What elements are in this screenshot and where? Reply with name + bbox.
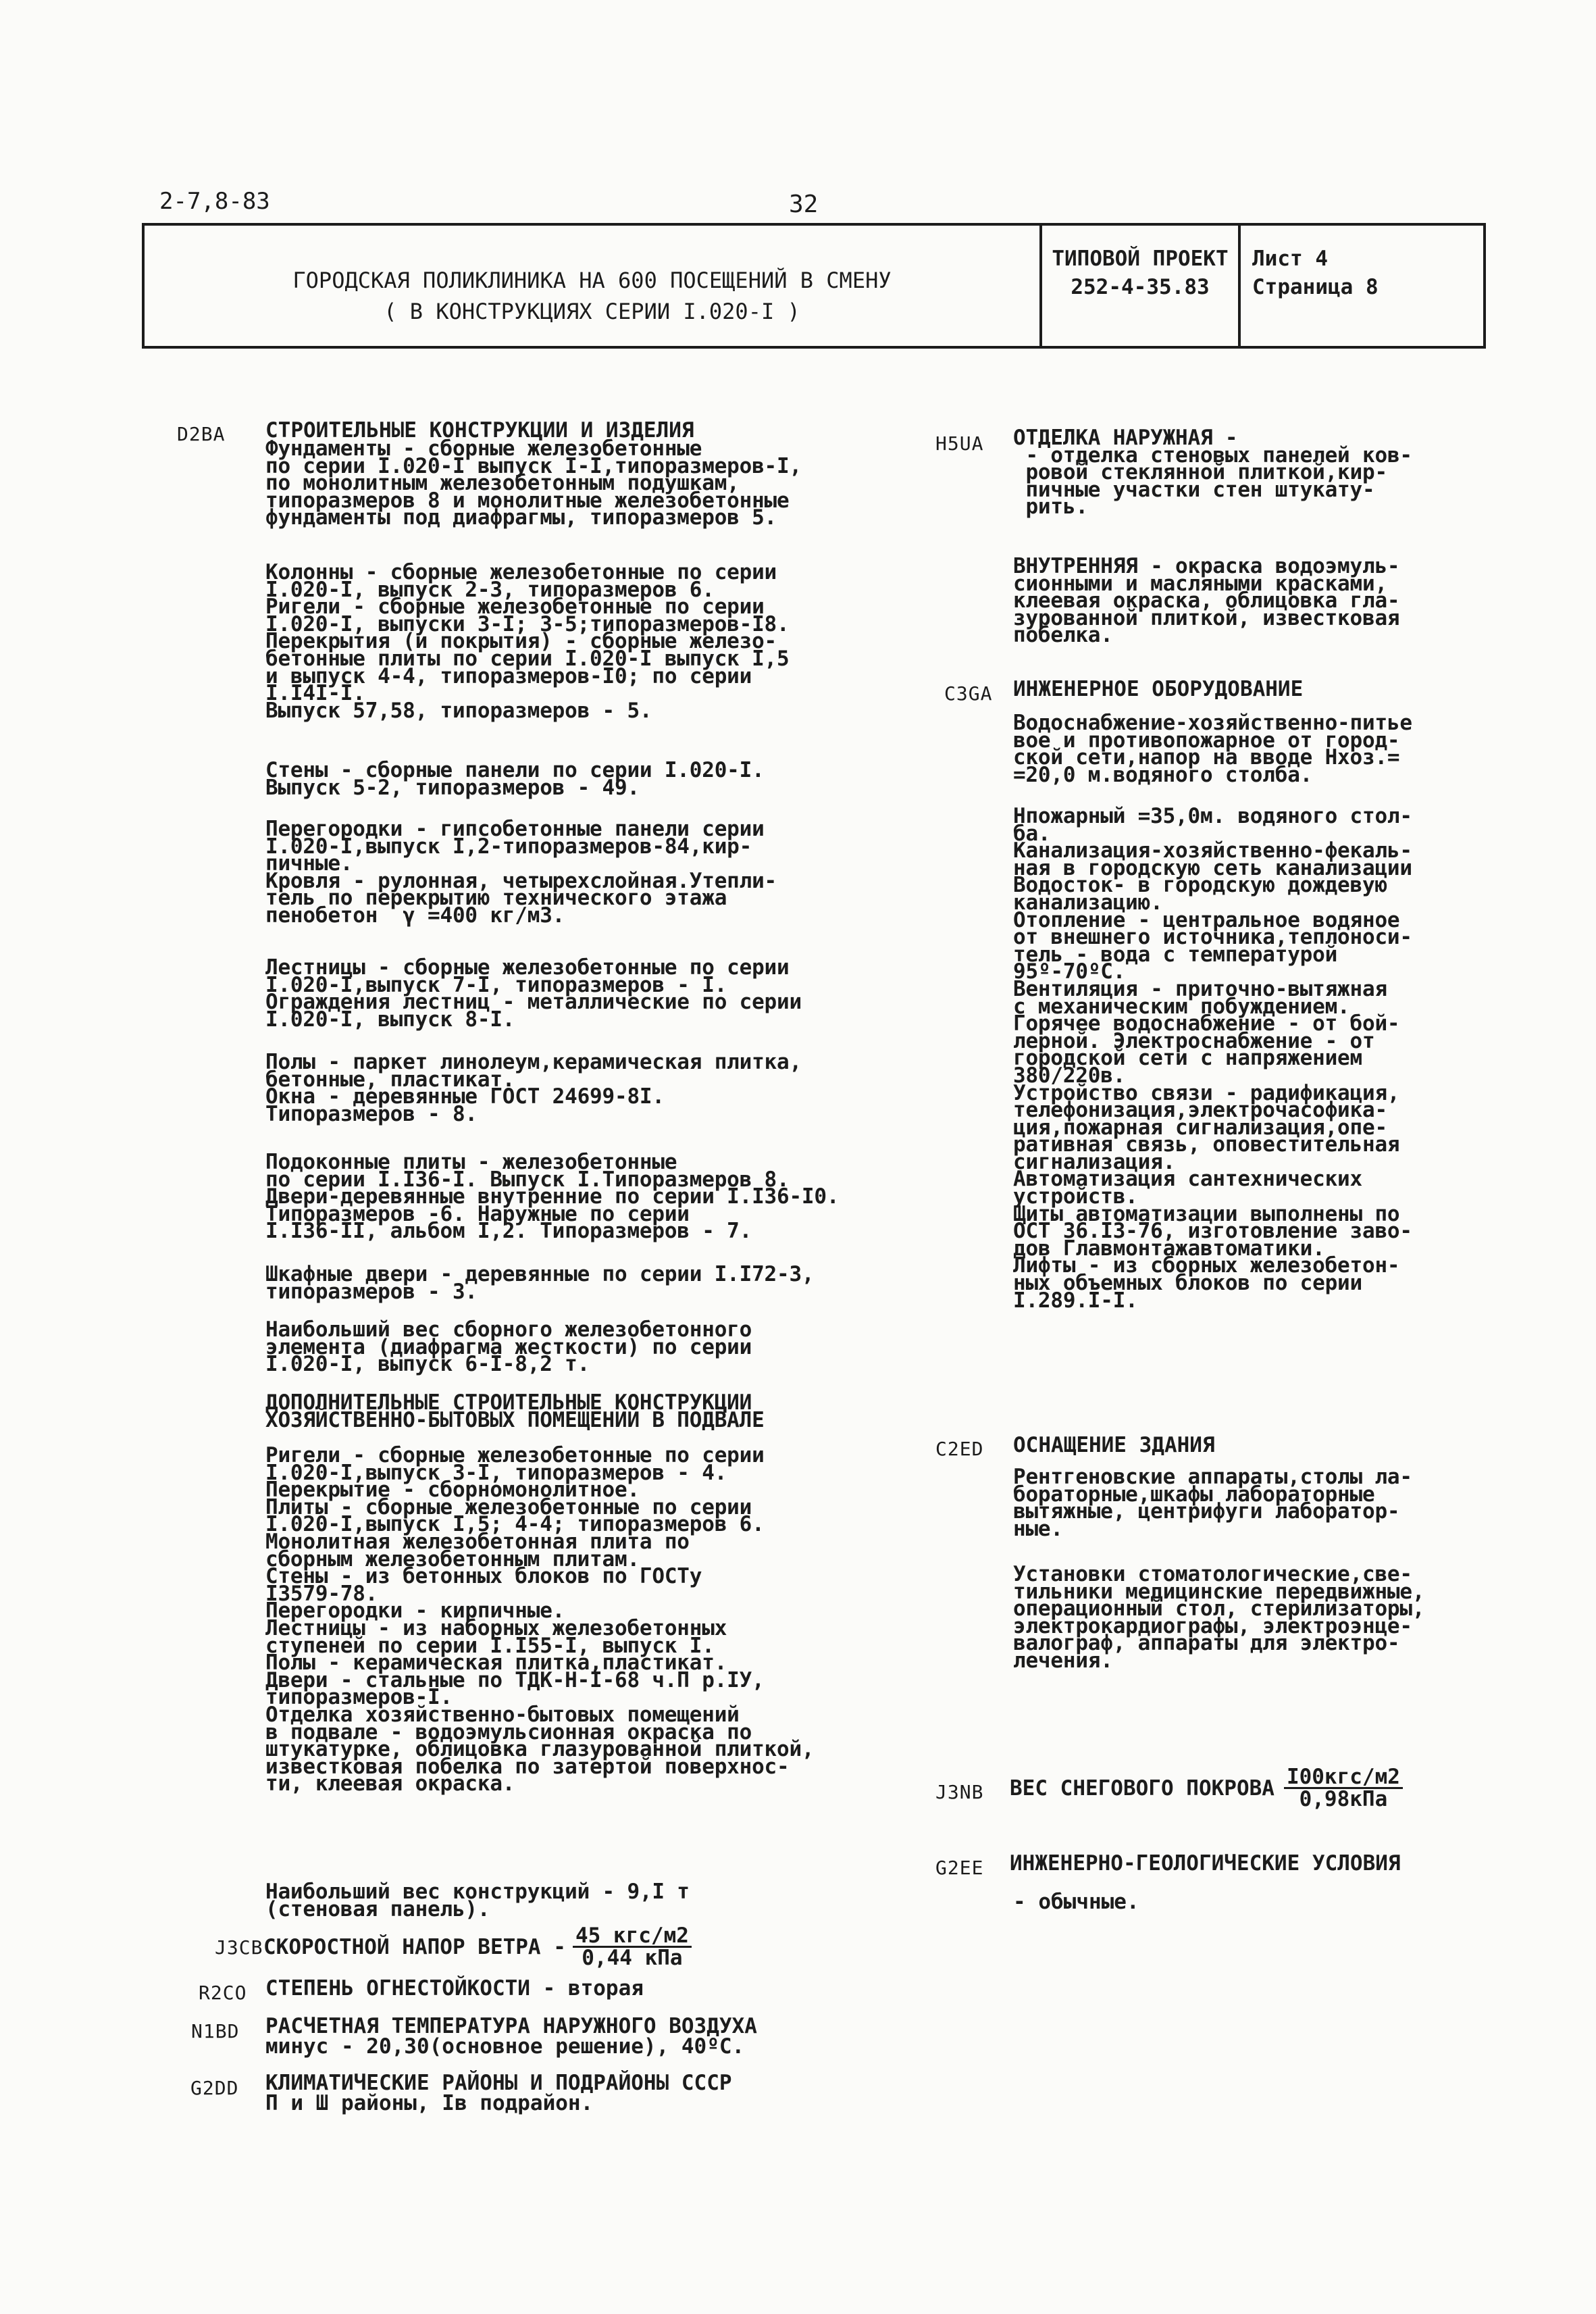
fire-resistance-text: СТЕПЕНЬ ОГНЕСТОЙКОСТИ - вторая (265, 1976, 644, 2001)
snow-denominator: 0,98кПа (1299, 1787, 1388, 1811)
section-code: D2BA (177, 423, 226, 445)
section-code: J3CB (215, 1936, 263, 1959)
section-code: R2CO (199, 1982, 247, 2004)
title-line-1: ГОРОДСКАЯ ПОЛИКЛИНИКА НА 600 ПОСЕЩЕНИЙ В СМЕНУ (292, 268, 892, 293)
engineering-title: ИНЖЕНЕРНОЕ ОБОРУДОВАНИЕ (1013, 677, 1304, 701)
interior-finish-text: ВНУТРЕННЯЯ - окраска водоэмуль- сионными и масляными красками, клеевая окраска, облицовка гла- зурованной плиткой, известковая побелка. (1013, 554, 1400, 648)
section-code: J3NB (935, 1781, 984, 1803)
section-code: C2ED (935, 1438, 984, 1460)
sills-doors-text: Подоконные плиты - железобетонные по серии I.I36-I. Выпуск I.Типоразмеров 8. Двери-деревянные внутренние по серии I.I36-I0. Типоразмеров -6. Наружные по серии I.I36-II, альбом I,2. Типоразмеров - 7. (265, 1150, 840, 1244)
page-label: Страница 8 (1252, 275, 1379, 299)
project-label: ТИПОВОЙ ПРОЕКТ (1052, 247, 1229, 271)
foundations-text: Фундаменты - сборные железобетонные по серии I.020-I выпуск I-I,типоразмеров-I, по монолитным железобетонным подушкам, типоразмеров 8 и монолитные железобетонные фундаменты под диафрагмы, типоразмеров 5. (265, 436, 802, 530)
page-number: 32 (789, 191, 819, 218)
sheet-label: Лист 4 (1252, 247, 1328, 271)
wind-fraction (573, 1923, 692, 1970)
basement-title: ДОПОЛНИТЕЛЬНЫЕ СТРОИТЕЛЬНЫЕ КОНСТРУКЦИИ ХОЗЯЙСТВЕННО-БЫТОВЫХ ПОМЕЩЕНИЙ В ПОДВАЛЕ (265, 1390, 765, 1432)
section-code: C3GA (944, 682, 993, 705)
snow-load (1010, 1767, 1403, 1809)
snow-numerator: I00кгс/м2 (1284, 1767, 1403, 1789)
title-divider (1238, 226, 1241, 346)
project-number: 252-4-35.83 (1071, 275, 1210, 299)
sheet-cell (1252, 245, 1379, 301)
title-block (142, 223, 1486, 349)
equipment-title: ОСНАЩЕНИЕ ЗДАНИЯ (1013, 1433, 1215, 1457)
section-code: G2DD (190, 2077, 239, 2099)
water-supply-text: Водоснабжение-хозяйственно-питье вое и противопожарное от город- ской сети,напор на вводе Нхоз.= =20,0 м.водяного столба. (1013, 711, 1412, 787)
exterior-finish-text: ОТДЕЛКА НАРУЖНАЯ - - отделка стеновых панелей ков- ровой стеклянной плиткой,кир- пичные участки стен штукату- рить. (1013, 426, 1412, 520)
snow-fraction (1284, 1767, 1403, 1809)
wind-pressure (263, 1923, 692, 1970)
walls-text: Стены - сборные панели по серии I.020-I. Выпуск 5-2, типоразмеров - 49. (265, 758, 765, 800)
wind-denominator: 0,44 кПа (582, 1946, 683, 1970)
design-temperature-text: РАСЧЕТНАЯ ТЕМПЕРАТУРА НАРУЖНОГО ВОЗДУХА минус - 20,30(основное решение), 40ºС. (265, 2014, 757, 2059)
max-weight-text: Наибольший вес сборного железобетонного элемента (диафрагма жесткости) по серии I.020-I, выпуск 6-I-8,2 т. (265, 1317, 752, 1377)
section-code: N1BD (191, 2020, 240, 2042)
snow-label: ВЕС СНЕГОВОГО ПОКРОВА (1010, 1776, 1275, 1801)
wind-numerator: 45 кгс/м2 (573, 1926, 692, 1948)
cabinet-doors-text: Шкафные двери - деревянные по серии I.I72-3, типоразмеров - 3. (265, 1262, 815, 1304)
partitions-text: Перегородки - гипсобетонные панели серии I.020-I,выпуск I,2-типоразмеров-84,кир- пичные. Кровля - рулонная, четырехслойная.Утепли- тель по перекрытию технического этажа пенобетон γ =400 кг/м3. (265, 817, 777, 928)
title-line-2: ( В КОНСТРУКЦИЯХ СЕРИИ I.020-I ) (384, 299, 800, 324)
equipment-text-1: Рентгеновские аппараты,столы ла- бораторные,шкафы лабораторные вытяжные, центрифуги лаборатор- ные. (1013, 1465, 1412, 1541)
document-series-code: 2-7,8-83 (159, 188, 270, 215)
columns-text: Колонны - сборные железобетонные по серии I.020-I, выпуск 2-3, типоразмеров 6. Ригели - сборные железобетонные по серии I.020-I, выпуски 3-I; 3-5;типоразмеров-I8. Перекрытия (и покрытия) - сборные железо- бетонные плиты по серии I.020-I выпуск I,5 и выпуск 4-4, типоразмеров-I0; по серии I.I4I-I. Выпуск 57,58, типоразмеров - 5. (265, 560, 790, 723)
basement-text: Ригели - сборные железобетонные по серии I.020-I,выпуск 3-I, типоразмеров - 4. Перекрытие - сборномонолитное. Плиты - сборные железобетонные по серии I.020-I,выпуск I,5; 4-4; типоразмеров 6. Монолитная железобетонная плита по сборным железобетонным плитам. Стены - из бетонных блоков по ГОСТу I3579-78. Перегородки - кирпичные. Лестницы - из наборных железобетонных ступеней по серии I.I55-I, выпуск I. Полы - керамическая плитка,пластикат. Двери - стальные по ТДК-Н-I-68 ч.П р.IУ, типоразмеров-I. Отделка хозяйственно-бытовых помещений в подвале - водоэмульсионная окраска по штукатурке, облицовка глазурованной плиткой, известковая побелка по затертой поверхнос- ти, клеевая окраска. (265, 1443, 815, 1796)
section-code: H5UA (935, 432, 984, 455)
climate-regions-text: КЛИМАТИЧЕСКИЕ РАЙОНЫ И ПОДРАЙОНЫ СССР П и Ш районы, Iв подрайон. (265, 2071, 732, 2115)
stairs-text: Лестницы - сборные железобетонные по серии I.020-I,выпуск 7-I, типоразмеров - I. Ограждения лестниц - металлические по серии I.020-I, выпуск 8-I. (265, 955, 802, 1032)
floors-text: Полы - паркет линолеум,керамическая плитка, бетонные, пластикат. Окна - деревянные ГОСТ 24699-8I. Типоразмеров - 8. (265, 1050, 802, 1126)
max-weight-structures: Наибольший вес конструкций - 9,I т (стеновая панель). (265, 1880, 690, 1921)
project-cell (1042, 226, 1238, 346)
geology-value: - обычные. (1013, 1890, 1139, 1914)
title-main (145, 226, 1039, 346)
utilities-text: Нпожарный =35,0м. водяного стол- ба. Канализация-хозяйственно-фекаль- ная в городскую сеть канализации Водосток- в городскую дождевую канализацию. Отопление - центральное водяное от внешнего источника,теплоноси- тель - вода с температурой 95º-70ºС. Вентиляция - приточно-вытяжная с механическим побуждением. Горячее водоснабжение - от бой- лерной. Электроснабжение - от городской сети с напряжением 380/220в. Устройство связи - радификация, телефонизация,электрочасофика- ция,пожарная сигнализация,опе- ративная связь, оповестительная сигнализация. Автоматизация сантехнических устройств. Щиты автоматизации выполнены по ОСТ 36.I3-76, изготовление заво- дов Главмонтажавтоматики. Лифты - из сборных железобетон- ных объемных блоков по серии I.289.I-I. (1013, 804, 1412, 1313)
section-title-constructions: СТРОИТЕЛЬНЫЕ КОНСТРУКЦИИ И ИЗДЕЛИЯ (265, 418, 694, 443)
geology-title: ИНЖЕНЕРНО-ГЕОЛОГИЧЕСКИЕ УСЛОВИЯ (1010, 1851, 1401, 1876)
wind-label: СКОРОСТНОЙ НАПОР ВЕТРА - (263, 1934, 566, 1959)
equipment-text-2: Установки стоматологические,све- тильники медицинские передвижные, операционный стол, стерилизаторы, электрокардиографы, электроэнце- валограф, аппараты для электро- лечения. (1013, 1562, 1425, 1673)
section-code: G2EE (935, 1857, 984, 1879)
